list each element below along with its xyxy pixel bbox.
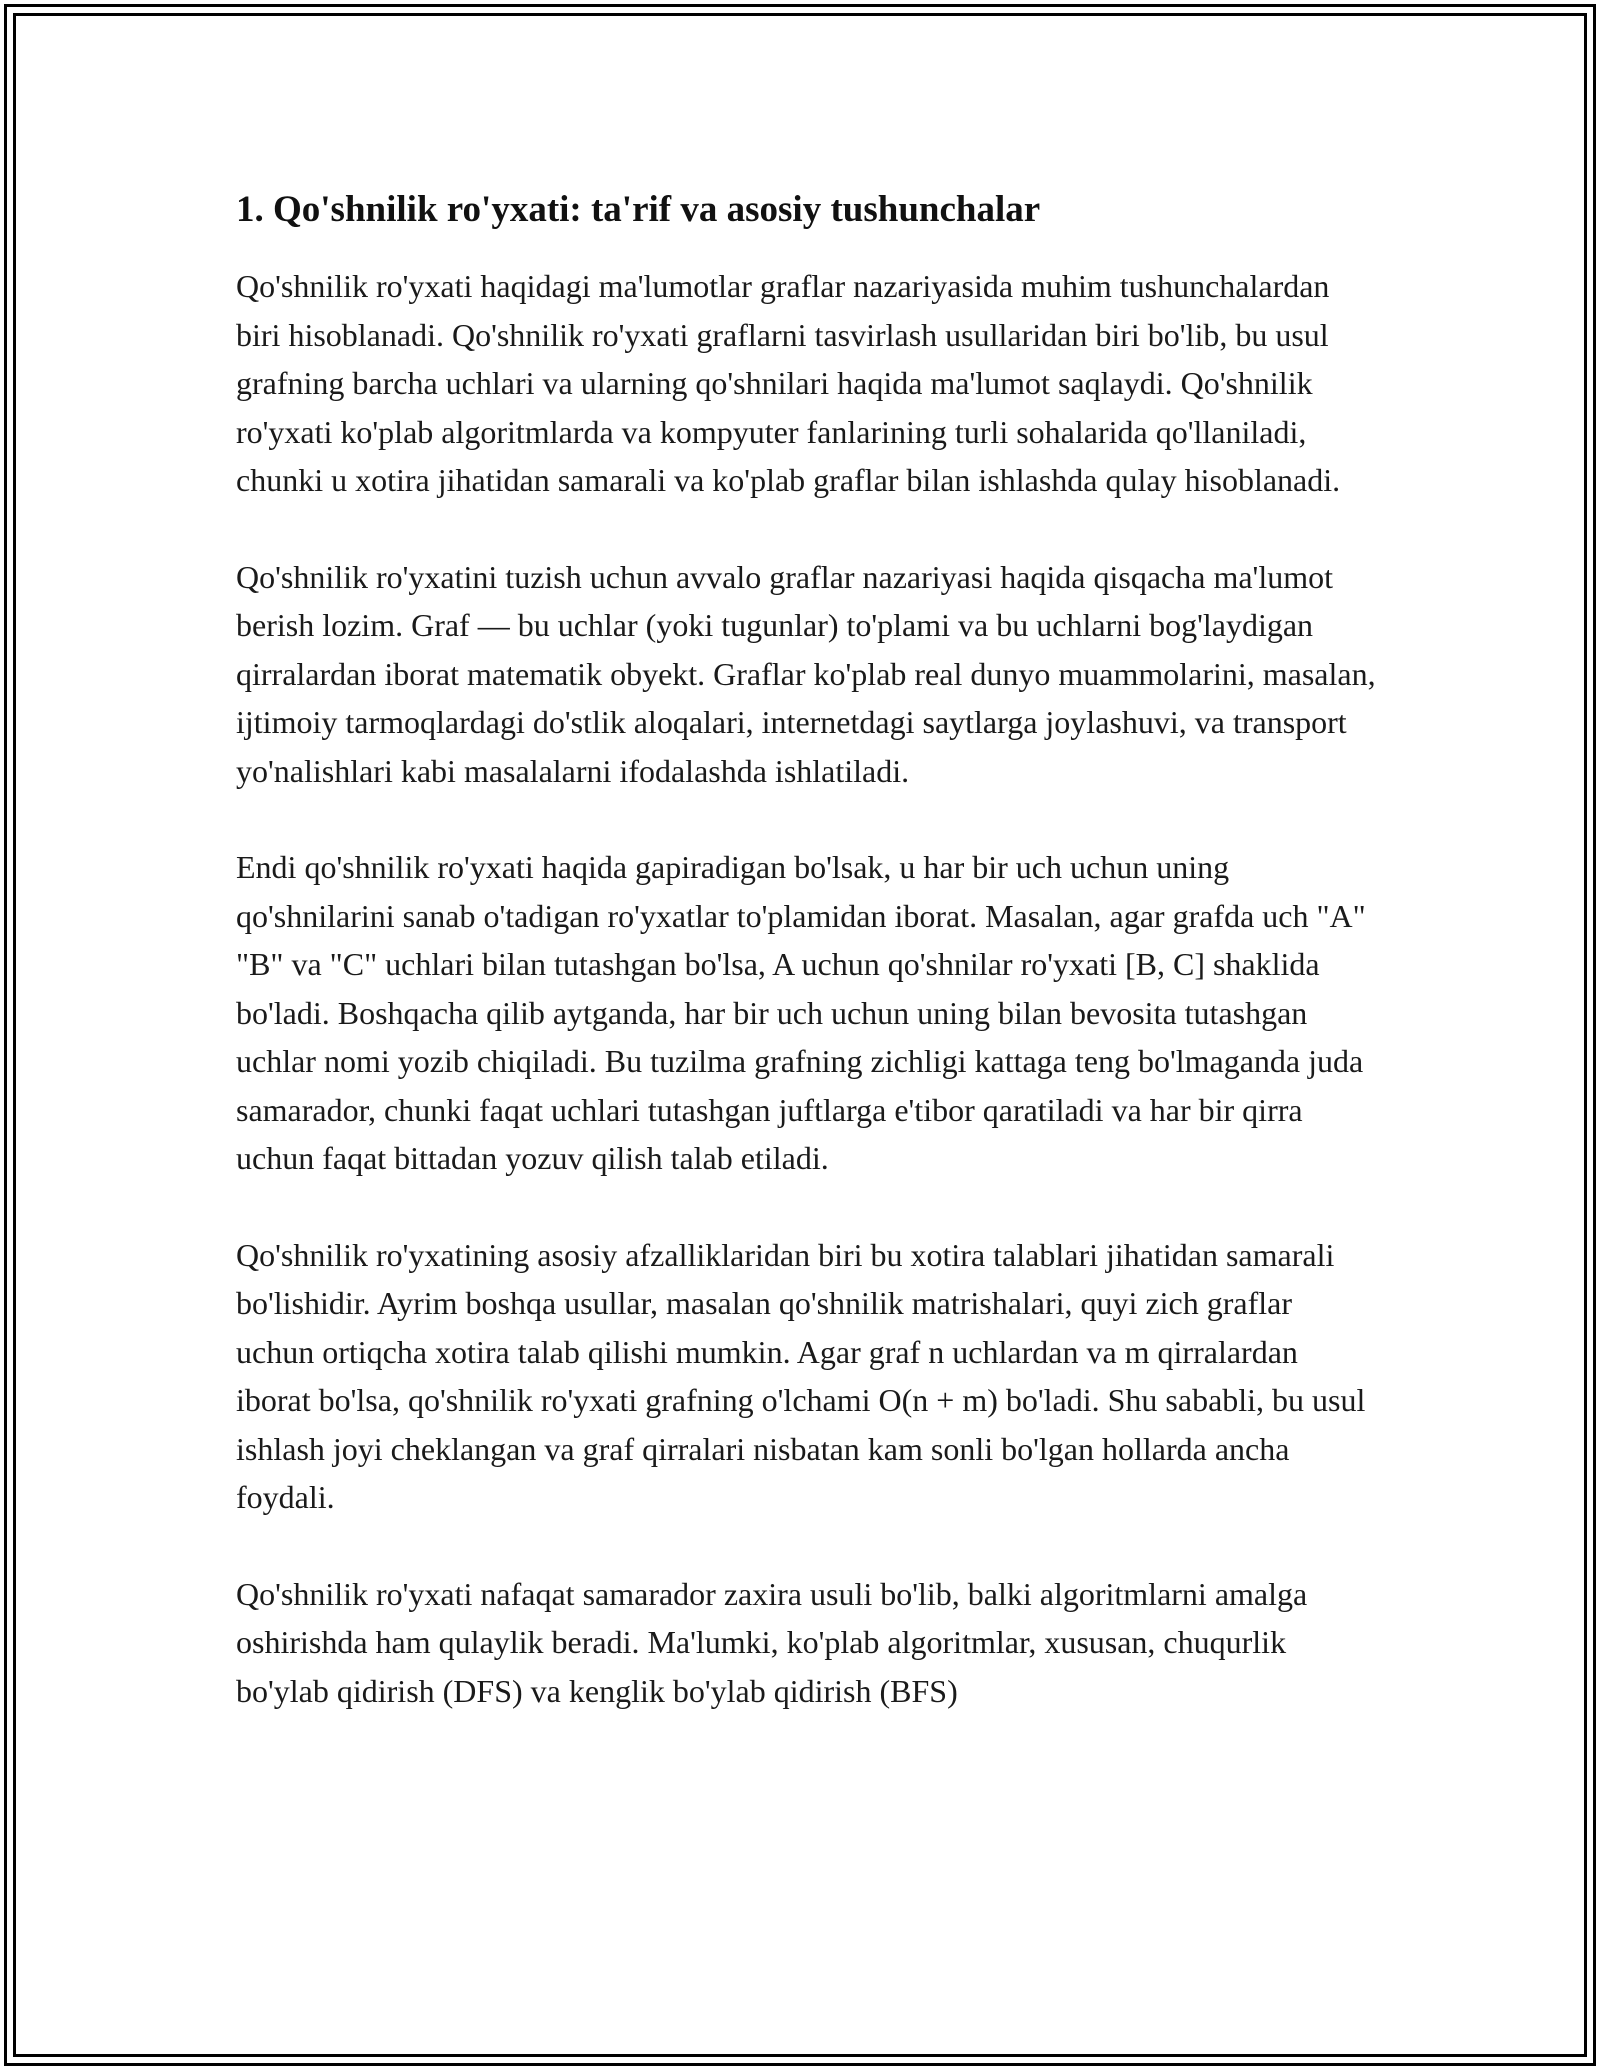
paragraph-1: Qo'shnilik ro'yxati haqidagi ma'lumotlar graflar nazariyasida muhim tushunchalardan biri hisoblanadi. Qo'shnilik ro'yxati graflarni tasvirlash usullaridan biri bo'lib, bu usul grafning barcha uchlari va ularning qo'shnilari haqida ma'lumot saqlaydi. Qo'shnilik ro'yxati ko'plab algoritmlarda va kompyuter fanlarining turli sohalarida qo'llaniladi, chunki u xotira jihatidan samarali va ko'plab graflar bilan ishlashda qulay hisoblanadi. bbox=[236, 268, 1341, 498]
paragraph-3: Endi qo'shnilik ro'yxati haqida gapiradigan bo'lsak, u har bir uch uchun uning qo'shnilarini sanab o'tadigan ro'yxatlar to'plamidan iborat. Masalan, agar grafda uch "A" "B" va "C" uchlari bilan tutashgan bo'lsa, A uchun qo'shnilar ro'yxati [B, C] shaklida bo'ladi. Boshqacha qilib aytganda, har bir uch uchun uning bilan bevosita tutashgan uchlar nomi yozib chiqiladi. Bu tuzilma grafning zichligi kattaga teng bo'lmaganda juda samarador, chunki faqat uchlari tutashgan juftlarga e'tibor qaratiladi va har bir qirra uchun faqat bittadan yozuv qilish talab etiladi. bbox=[236, 849, 1366, 1176]
paragraph-4: Qo'shnilik ro'yxatining asosiy afzalliklaridan biri bu xotira talablari jihatidan samarali bo'lishidir. Ayrim boshqa usullar, masalan qo'shnilik matrishalari, quyi zich graflar uchun ortiqcha xotira talab qilishi mumkin. Agar graf n uchlardan va m qirralardan iborat bo'lsa, qo'shnilik ro'yxati grafning o'lchami O(n + m) bo'ladi. Shu sababli, bu usul ishlash joyi cheklangan va graf qirralari nisbatan kam sonli bo'lgan hollarda ancha foydali. bbox=[236, 1236, 1366, 1515]
document-body bbox=[236, 186, 1376, 1715]
paragraph-5: Qo'shnilik ro'yxati nafaqat samarador zaxira usuli bo'lib, balki algoritmlarni amalga oshirishda ham qulaylik beradi. Ma'lumki, ko'plab algoritmlar, xususan, chuqurlik bo'ylab qidirish (DFS) va kenglik bo'ylab qidirish (BFS) bbox=[236, 1575, 1308, 1709]
section-title: 1. Qo'shnilik ro'yxati: ta'rif va asosiy tushunchalar bbox=[236, 189, 1041, 230]
paragraph-2: Qo'shnilik ro'yxatini tuzish uchun avvalo graflar nazariyasi haqida qisqacha ma'lumot berish lozim. Graf — bu uchlar (yoki tugunlar) to'plami va bu uchlarni bog'laydigan qirralardan iborat matematik obyekt. Graflar ko'plab real dunyo muammolarini, masalan, ijtimoiy tarmoqlardagi do'stlik aloqalari, internetdagi saytlarga joylashuvi, va transport yo'nalishlari kabi masalalarni ifodalashda ishlatiladi. bbox=[236, 558, 1376, 789]
